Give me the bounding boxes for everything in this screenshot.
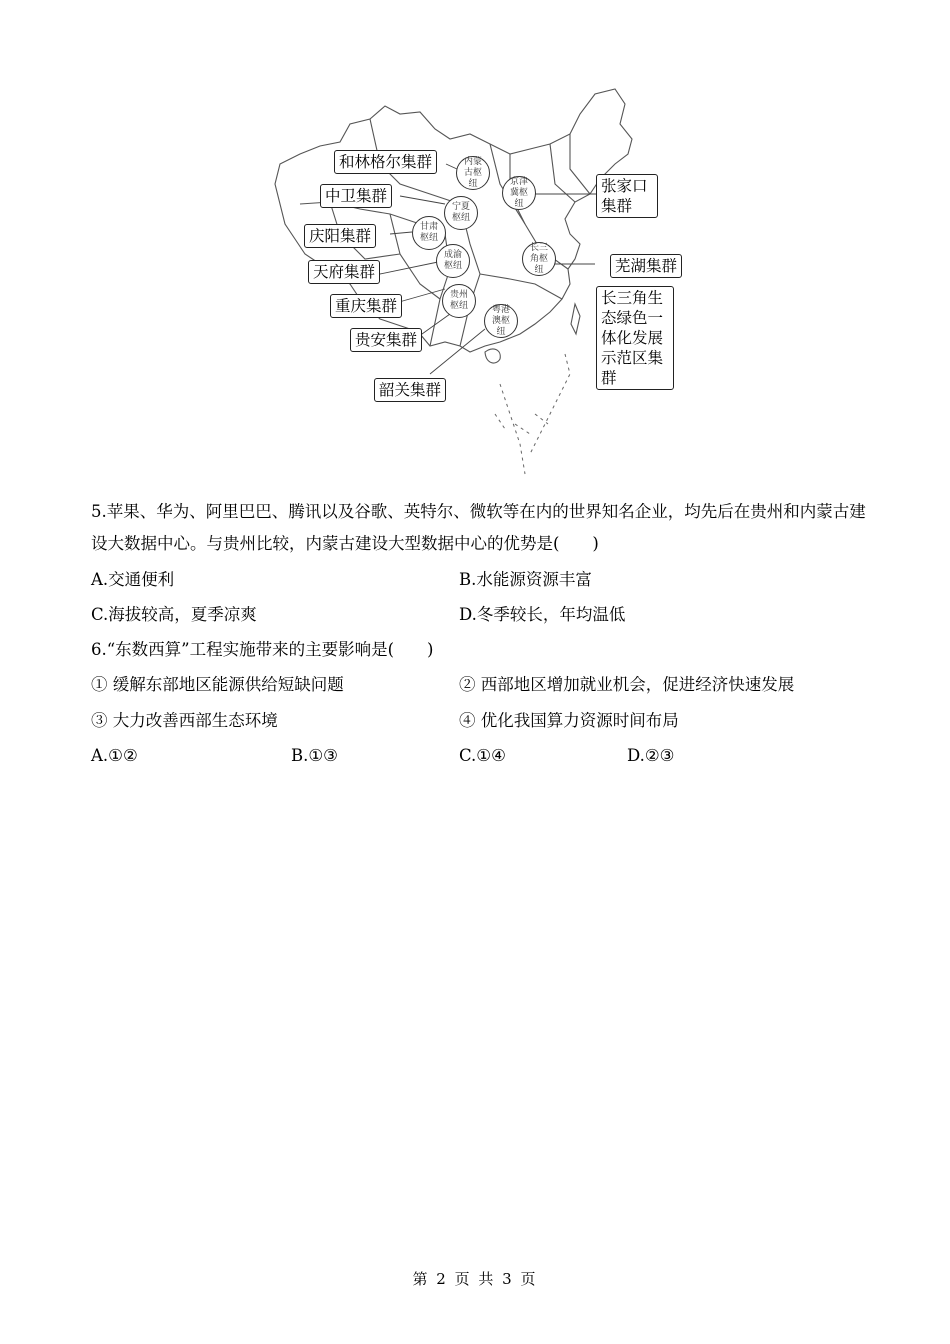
- qingyang-cluster-label: 庆阳集群: [304, 224, 376, 248]
- guizhou-hub-marker: 贵州枢纽: [442, 284, 476, 318]
- page-number-footer: 第 2 页 共 3 页: [412, 1270, 538, 1288]
- guangdong-hk-macao-hub-marker: 粤港澳枢纽: [484, 304, 518, 338]
- q6-statement-3: ③ 大力改善西部生态环境: [91, 711, 278, 730]
- chongqing-cluster-label: 重庆集群: [330, 294, 402, 318]
- beijing-tianjin-hebei-hub-marker: 京津冀枢纽: [502, 176, 536, 210]
- q6-statement-2: ② 西部地区增加就业机会，促进经济快速发展: [459, 675, 795, 694]
- q5-option-b[interactable]: B.水能源资源丰富: [459, 570, 592, 589]
- tianfu-cluster-label: 天府集群: [308, 260, 380, 284]
- zhangjiakou-cluster-label: 张家口集群: [596, 174, 658, 218]
- question-6-stem: 6.“东数西算”工程实施带来的主要影响是( ): [91, 640, 434, 659]
- china-computing-hub-map: [270, 84, 690, 488]
- q5-option-c[interactable]: C.海拔较高，夏季凉爽: [91, 605, 257, 624]
- inner-mongolia-hub-marker: 内蒙古枢纽: [456, 156, 490, 190]
- yangtze-delta-cluster-label: 长三角生态绿色一体化发展示范区集群: [596, 286, 674, 390]
- q6-option-b[interactable]: B.①③: [291, 746, 338, 765]
- ningxia-hub-marker: 宁夏枢纽: [444, 196, 478, 230]
- shaoguan-cluster-label: 韶关集群: [374, 378, 446, 402]
- chengdu-chongqing-hub-marker: 成渝枢纽: [436, 244, 470, 278]
- zhongwei-cluster-label: 中卫集群: [320, 184, 392, 208]
- question-5-stem: 5.苹果、华为、阿里巴巴、腾讯以及谷歌、英特尔、微软等在内的世界知名企业，均先后在贵州和内蒙古建设大数据中心。与贵州比较，内蒙古建设大型数据中心的优势是( ): [91, 502, 866, 553]
- q6-option-a[interactable]: A.①②: [91, 746, 138, 765]
- q6-option-c[interactable]: C.①④: [459, 746, 506, 765]
- q6-statement-1: ① 缓解东部地区能源供给短缺问题: [91, 675, 344, 694]
- guian-cluster-label: 贵安集群: [350, 328, 422, 352]
- q6-option-d[interactable]: D.②③: [627, 746, 675, 765]
- q5-option-a[interactable]: A.交通便利: [91, 570, 175, 589]
- gansu-hub-marker: 甘肃枢纽: [412, 216, 446, 250]
- q6-statement-4: ④ 优化我国算力资源时间布局: [459, 711, 679, 730]
- wuhu-cluster-label: 芜湖集群: [610, 254, 682, 278]
- yangtze-delta-hub-marker: 长三角枢纽: [522, 242, 556, 276]
- q5-option-d[interactable]: D.冬季较长，年均温低: [459, 605, 626, 624]
- hohhot-cluster-label: 和林格尔集群: [334, 150, 437, 174]
